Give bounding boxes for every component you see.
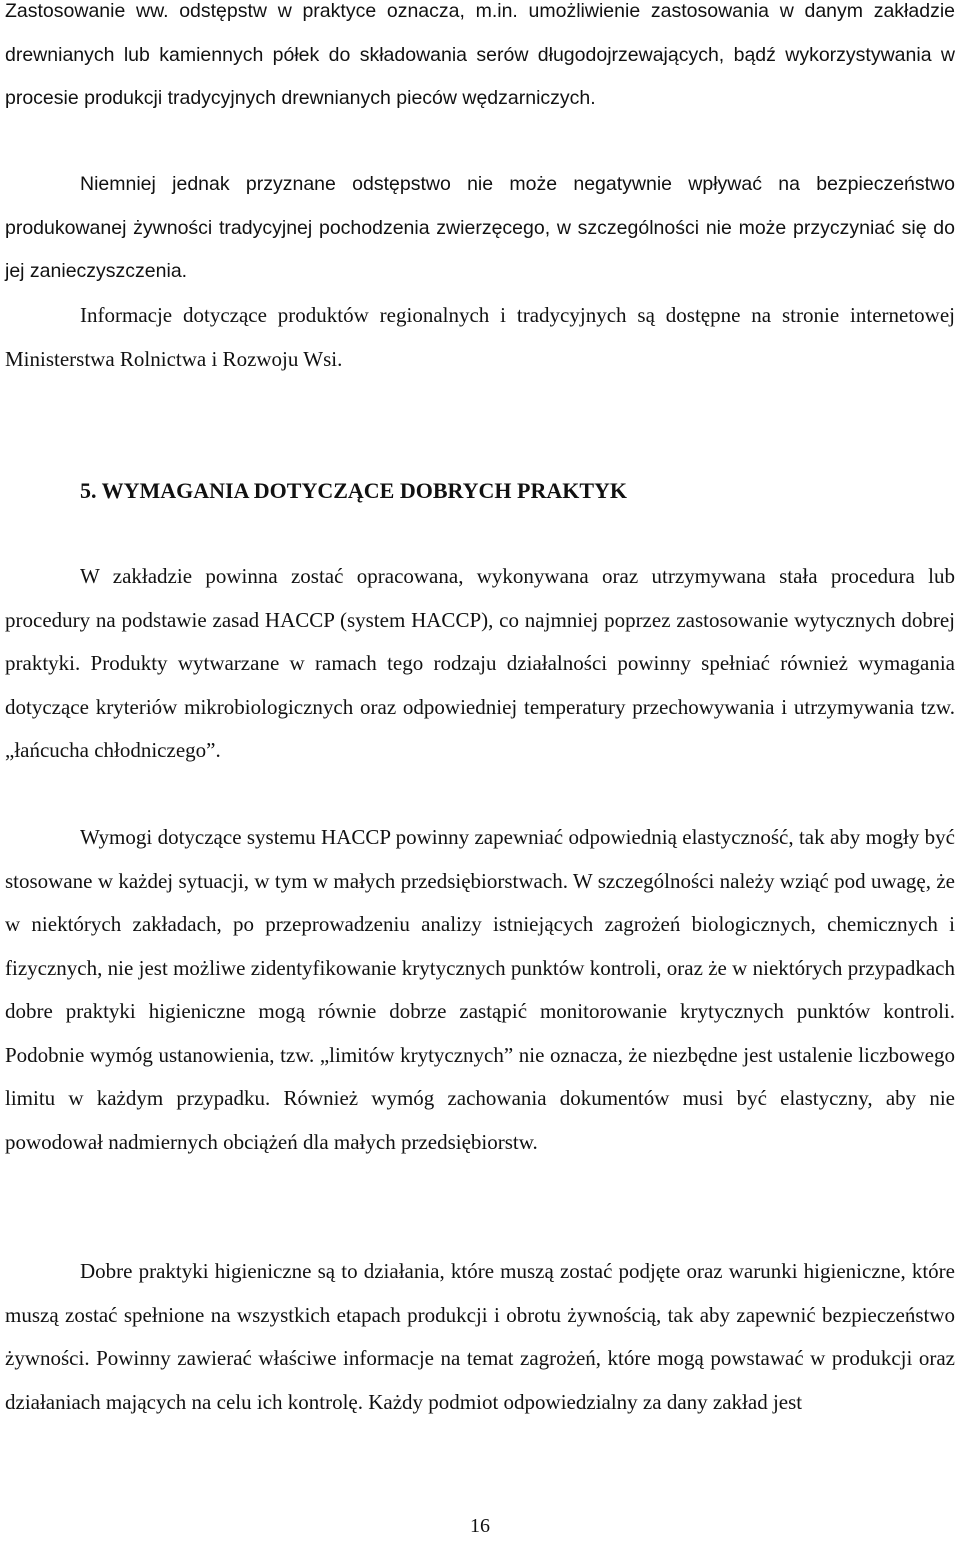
haccp-paragraph: W zakładzie powinna zostać opracowana, wykonywana oraz utrzymywana stała procedura lub procedury na podstawie zasad HACCP (system HACCP), co najmniej poprzez zastosowanie wytycznych dobrej praktyki. Produkty wytwarzane w ramach tego rodzaju działalności powinny spełniać również wymagania dotyczące kryteriów mikrobiologicznych oraz odpowiedniej temperatury przechowywania i utrzymywania tzw. „łańcucha chłodniczego”. bbox=[5, 564, 955, 762]
good-practice-paragraph: Dobre praktyki higieniczne są to działania, które muszą zostać podjęte oraz warunki higieniczne, które muszą zostać spełnione na wszystkich etapach produkcji i obrotu żywnością, tak aby zapewnić bezpieczeństwo żywności. Powinny zawierać właściwe informacje na temat zagrożeń, które mogą powstawać w produkcji oraz działaniach mających na celu ich kontrolę. Każdy podmiot odpowiedzialny za dany zakład jest bbox=[5, 1259, 955, 1414]
safety-paragraph: Niemniej jednak przyznane odstępstwo nie może negatywnie wpływać na bezpieczeństwo produkowanej żywności tradycyjnej pochodzenia zwierzęcego, w szczególności nie może przyczyniać się do jej zanieczyszczenia. bbox=[5, 173, 955, 282]
section-heading: 5. WYMAGANIA DOTYCZĄCE DOBRYCH PRAKTYK bbox=[80, 478, 628, 503]
intro-paragraph: Zastosowanie ww. odstępstw w praktyce oznacza, m.in. umożliwienie zastosowania w danym zakładzie drewnianych lub kamiennych półek do składowania serów długodojrzewających, bądź wykorzystywania w procesie produkcji tradycyjnych drewnianych pieców wędzarniczych. bbox=[5, 0, 955, 109]
info-paragraph: Informacje dotyczące produktów regionalnych i tradycyjnych są dostępne na stronie internetowej Ministerstwa Rolnictwa i Rozwoju Wsi. bbox=[5, 303, 955, 371]
flexibility-paragraph: Wymogi dotyczące systemu HACCP powinny zapewniać odpowiednią elastyczność, tak aby mogły być stosowane w każdej sytuacji, w tym w małych przedsiębiorstwach. W szczególności należy wziąć pod uwagę, że w niektórych zakładach, po przeprowadzeniu analizy istniejących zagrożeń biologicznych, chemicznych i fizycznych, nie jest możliwe zidentyfikowanie krytycznych punktów kontroli, oraz że w niektórych przypadkach dobre praktyki higieniczne mogą równie dobrze zastąpić monitorowanie krytycznych punktów kontroli. Podobnie wymóg ustanowienia, tzw. „limitów krytycznych” nie oznacza, że niezbędne jest ustalenie liczbowego limitu w każdym przypadku. Również wymóg zachowania dokumentów musi być elastyczny, aby nie powodował nadmiernych obciążeń dla małych przedsiębiorstw. bbox=[5, 825, 955, 1154]
page-number: 16 bbox=[470, 1515, 490, 1537]
